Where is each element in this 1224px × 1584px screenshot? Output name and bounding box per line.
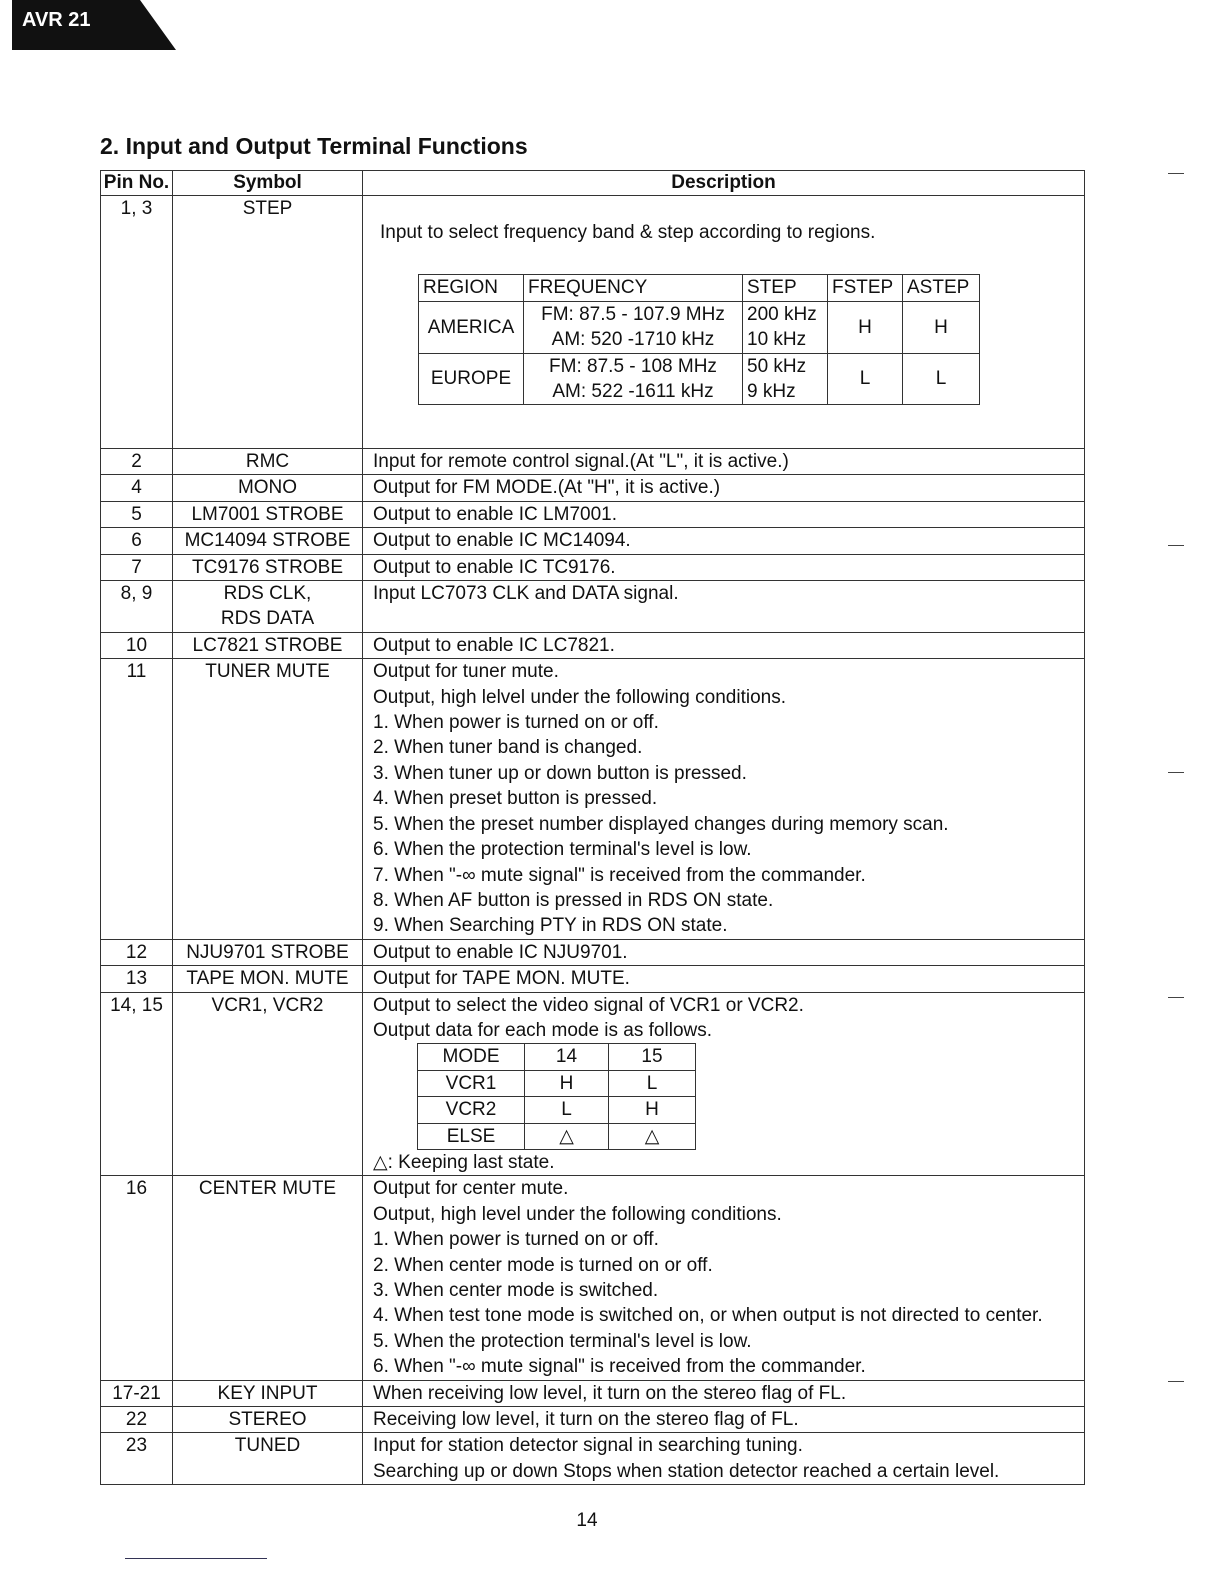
step-intro: Input to select frequency band & step according to regions. [380, 222, 876, 243]
description-line: 2. When center mode is turned on or off. [373, 1254, 713, 1276]
header-pin: Pin No. [101, 171, 173, 196]
description-line: 1. When power is turned on or off. [373, 712, 659, 734]
pin14-cell: L [525, 1097, 609, 1123]
table-row [101, 501, 1085, 527]
description-line: 7. When "-∞ mute signal" is received from the commander. [373, 864, 866, 886]
description-cell: Input LC7073 CLK and DATA signal. [363, 581, 1085, 633]
pin-cell: 4 [101, 475, 173, 501]
description-line: 9. When Searching PTY in RDS ON state. [373, 915, 728, 937]
pin-cell: 10 [101, 632, 173, 658]
pin-cell: 7 [101, 554, 173, 580]
description-line: Output data for each mode is as follows. [373, 1019, 713, 1041]
region-row-america [419, 301, 980, 353]
margin-tick [1168, 997, 1184, 998]
header-description: Description [363, 171, 1085, 196]
mode-cell: VCR2 [418, 1097, 525, 1123]
symbol-cell: KEY INPUT [173, 1380, 363, 1406]
description-line: 2. When tuner band is changed. [373, 737, 643, 759]
footer-rule [125, 1558, 267, 1559]
description-cell: Output for FM MODE.(At "H", it is active.) [363, 475, 1085, 501]
pin-cell: 14, 15 [101, 992, 173, 1176]
description-line: Output to select the video signal of VCR1 or VCR2. [373, 994, 804, 1016]
description-cell: Output for TAPE MON. MUTE. [363, 966, 1085, 992]
fm-step: 200 kHz [747, 303, 817, 325]
table-row [101, 1380, 1085, 1406]
description-cell [363, 1433, 1085, 1485]
description-cell: Output to enable IC NJU9701. [363, 939, 1085, 965]
description-line: Output, high level under the following conditions. [373, 1203, 782, 1225]
description-line: 8. When AF button is pressed in RDS ON state. [373, 889, 774, 911]
symbol-line: RDS DATA [220, 608, 315, 630]
table-row [101, 992, 1085, 1176]
pin14-cell: H [525, 1070, 609, 1096]
region-cell: EUROPE [419, 353, 524, 405]
astep-cell: H [903, 301, 980, 353]
margin-tick [1168, 545, 1184, 546]
symbol-cell: NJU9701 STROBE [173, 939, 363, 965]
step-header: STEP [743, 275, 828, 301]
symbol-cell: CENTER MUTE [173, 1176, 363, 1380]
table-row [101, 449, 1085, 475]
description-line: Output, high lelvel under the following conditions. [373, 686, 786, 708]
header-symbol: Symbol [173, 171, 363, 196]
fm-range: FM: 87.5 - 107.9 MHz [541, 303, 725, 325]
frequency-cell [524, 353, 743, 405]
pin15-cell: △ [609, 1123, 696, 1149]
model-label: AVR 21 [22, 9, 91, 31]
description-cell: Receiving low level, it turn on the stereo flag of FL. [363, 1407, 1085, 1433]
pin-cell: 5 [101, 501, 173, 527]
mode-header-row [418, 1044, 696, 1070]
step-cell [743, 301, 828, 353]
symbol-cell: TUNER MUTE [173, 659, 363, 939]
description-line: 5. When the protection terminal's level is low. [373, 1330, 752, 1352]
pin14-header: 14 [525, 1044, 609, 1070]
section-title: 2. Input and Output Terminal Functions [100, 133, 528, 159]
pin-cell: 11 [101, 659, 173, 939]
description-cell: Output to enable IC TC9176. [363, 554, 1085, 580]
description-line: 3. When center mode is switched. [373, 1280, 659, 1301]
pin15-cell: L [609, 1070, 696, 1096]
mode-cell: ELSE [418, 1123, 525, 1149]
table-row [101, 659, 1085, 939]
symbol-cell: LM7001 STROBE [173, 501, 363, 527]
table-row [101, 581, 1085, 633]
pin15-cell: H [609, 1097, 696, 1123]
pin-cell: 6 [101, 528, 173, 554]
table-row [101, 1407, 1085, 1433]
step-cell [743, 353, 828, 405]
region-header-row [419, 275, 980, 301]
symbol-cell: STEREO [173, 1407, 363, 1433]
symbol-line: RDS CLK, [223, 583, 312, 605]
description-line: 1. When power is turned on or off. [373, 1229, 659, 1251]
description-line: 4. When preset button is pressed. [373, 788, 658, 810]
mode-cell: VCR1 [418, 1070, 525, 1096]
fstep-header: FSTEP [828, 275, 903, 301]
table-header-row [101, 171, 1085, 196]
mode-row [418, 1097, 696, 1123]
table-row [101, 196, 1085, 449]
symbol-cell: RMC [173, 449, 363, 475]
am-step: 10 kHz [747, 329, 807, 351]
astep-header: ASTEP [903, 275, 980, 301]
symbol-cell: TUNED [173, 1433, 363, 1485]
region-row-europe [419, 353, 980, 405]
terminal-functions-table [100, 170, 1085, 1485]
description-line: 3. When tuner up or down button is pressed. [373, 762, 747, 784]
pin-cell: 2 [101, 449, 173, 475]
table-row [101, 475, 1085, 501]
pin-cell: 22 [101, 1407, 173, 1433]
symbol-cell: TC9176 STROBE [173, 554, 363, 580]
mode-note: △: Keeping last state. [373, 1151, 555, 1173]
description-cell [363, 1176, 1085, 1380]
region-header: REGION [419, 275, 524, 301]
fstep-cell: L [828, 353, 903, 405]
description-cell [363, 992, 1085, 1176]
symbol-cell: TAPE MON. MUTE [173, 966, 363, 992]
description-line: Output for tuner mute. [373, 661, 559, 683]
description-line: 6. When "-∞ mute signal" is received from the commander. [373, 1356, 866, 1378]
fstep-cell: H [828, 301, 903, 353]
pin-cell: 13 [101, 966, 173, 992]
mode-row [418, 1070, 696, 1096]
model-badge [12, 0, 176, 50]
margin-tick [1168, 1381, 1184, 1382]
symbol-cell: MC14094 STROBE [173, 528, 363, 554]
symbol-cell: LC7821 STROBE [173, 632, 363, 658]
description-cell: Input for remote control signal.(At "L", it is active.) [363, 449, 1085, 475]
pin-cell: 8, 9 [101, 581, 173, 633]
region-cell: AMERICA [419, 301, 524, 353]
fm-range: FM: 87.5 - 108 MHz [549, 355, 717, 377]
pin-cell: 17-21 [101, 1380, 173, 1406]
table-row [101, 1433, 1085, 1485]
am-step: 9 kHz [747, 381, 796, 403]
mode-header: MODE [418, 1044, 525, 1070]
symbol-cell: STEP [173, 196, 363, 449]
astep-cell: L [903, 353, 980, 405]
description-cell: Output to enable IC MC14094. [363, 528, 1085, 554]
frequency-cell [524, 301, 743, 353]
fm-step: 50 kHz [747, 355, 807, 377]
table-row [101, 528, 1085, 554]
margin-tick [1168, 772, 1184, 773]
table-row [101, 632, 1085, 658]
frequency-header: FREQUENCY [524, 275, 743, 301]
mode-table [417, 1043, 696, 1150]
region-table [418, 274, 980, 405]
am-range: AM: 520 -1710 kHz [551, 329, 715, 351]
description-line: Input for station detector signal in searching tuning. [373, 1435, 803, 1457]
description-cell: Output to enable IC LC7821. [363, 632, 1085, 658]
description-cell [363, 659, 1085, 939]
description-line: 6. When the protection terminal's level is low. [373, 839, 752, 861]
description-cell: Output to enable IC LM7001. [363, 501, 1085, 527]
pin-cell: 23 [101, 1433, 173, 1485]
page-number: 14 [576, 1510, 598, 1531]
am-range: AM: 522 -1611 kHz [552, 381, 714, 403]
pin-cell: 12 [101, 939, 173, 965]
description-line: 4. When test tone mode is switched on, or when output is not directed to center. [373, 1305, 1043, 1327]
table-row [101, 966, 1085, 992]
margin-tick [1168, 173, 1184, 174]
description-cell [363, 196, 1085, 449]
pin15-header: 15 [609, 1044, 696, 1070]
table-row [101, 554, 1085, 580]
table-row [101, 1176, 1085, 1380]
description-line: Output for center mute. [373, 1178, 569, 1200]
table-row [101, 939, 1085, 965]
symbol-cell [173, 581, 363, 633]
symbol-cell: MONO [173, 475, 363, 501]
pin14-cell: △ [525, 1123, 609, 1149]
mode-row [418, 1123, 696, 1149]
description-line: 5. When the preset number displayed changes during memory scan. [373, 813, 949, 835]
description-cell: When receiving low level, it turn on the stereo flag of FL. [363, 1380, 1085, 1406]
pin-cell: 1, 3 [101, 196, 173, 449]
description-line: Searching up or down Stops when station detector reached a certain level. [373, 1460, 1000, 1482]
pin-cell: 16 [101, 1176, 173, 1380]
symbol-cell: VCR1, VCR2 [173, 992, 363, 1176]
